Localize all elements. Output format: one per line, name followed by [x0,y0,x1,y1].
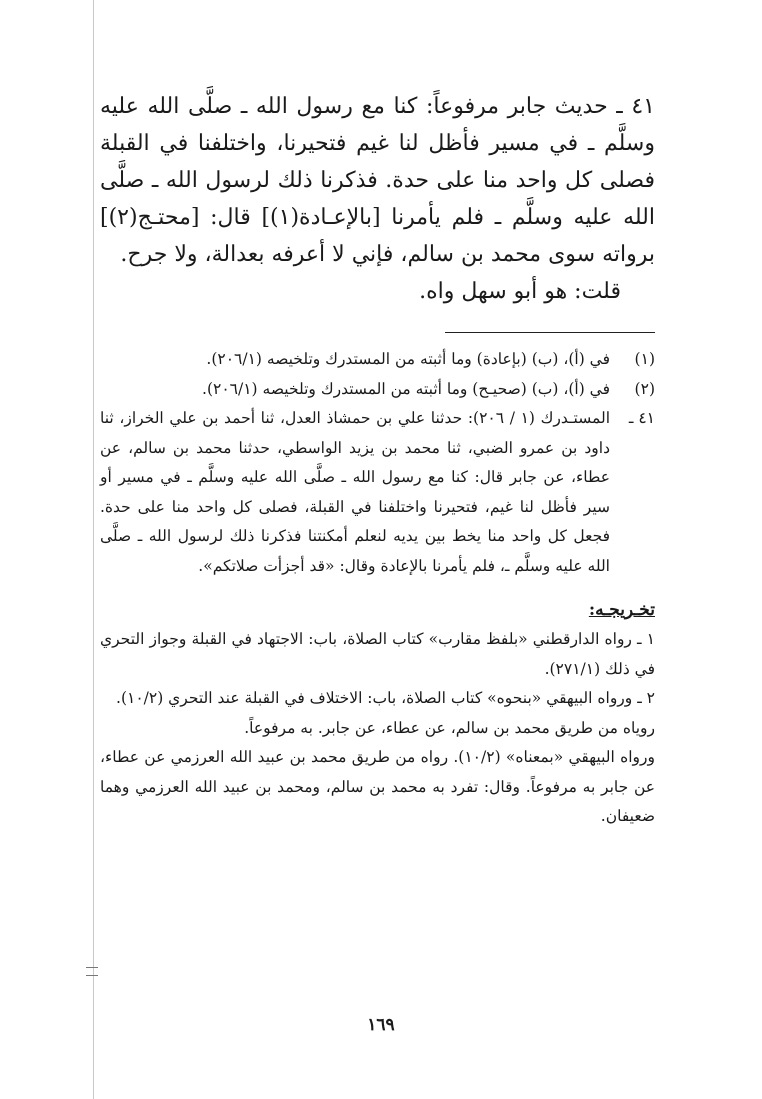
page-number: ١٦٩ [367,1015,395,1035]
footnote-separator [445,332,655,333]
footnote-item [100,375,655,405]
hadith-paragraph [100,88,655,273]
takhrij-paragraph: ٢ ـ ورواه البيهقي «بنحوه» كتاب الصلاة، باب: الاختلاف في القبلة عند التحري (١٠/٢). [116,689,655,707]
takhrij-paragraph: ١ ـ رواه الدارقطني «بلفظ مقارب» كتاب الصلاة، باب: الاجتهاد في القبلة وجواز التحري في ذلك (٢٧١/١). [100,630,655,678]
hadith-text: حديث جابر مرفوعاً: كنا مع رسول الله ـ صلَّى الله عليه وسلَّم ـ في مسير فأظل لنا غيم فتحيرنا، واختلفنا في القبلة فصلى كل واحد منا على حدة. فذكرنا ذلك لرسول الله ـ صلَّى الله عليه وسلَّم ـ فلم يأمرنا [بالإعـادة(١)] قال: [محتـج(٢)] برواته سوى محمد بن سالم، فإني لا أعرفه بعدالة، ولا جرح. [100,94,655,267]
takhrij-paragraph: روياه من طريق محمد بن سالم، عن عطاء، عن جابر. به مرفوعاً. [244,718,655,737]
margin-mark [86,967,98,976]
hadith-number: ٤١ ـ [616,94,655,119]
footnote-text: المستـدرك (١ / ٢٠٦): حدثنا علي بن حمشاذ العدل، ثنا أحمد بن علي الخراز، ثنا داود بن عمرو الضبي، ثنا محمد بن يزيد الواسطي، حدثنا محمد بن سالم، عن عطاء، عن جابر قال: كنا مع رسول الله ـ صلَّى الله عليه وسلَّم ـ في مسير أو سير فأظل لنا غيم، فتحيرنا واختلفنا في القبلة، فصلى كل واحد منا على حدة. فجعل كل واحد منا يخط بين يديه لنعلم أمكنتنا فذكرنا ذلك لرسول الله ـ صلَّى الله عليه وسلَّم ـ، فلم يأمرنا بالإعادة وقال: «قد أجزأت صلاتكم». [100,409,611,575]
hadith-block [100,88,655,310]
page-content [100,88,655,832]
footnote-item [100,345,655,375]
footnotes [100,345,655,832]
margin-line [93,0,94,1099]
footnote-number: ٤١ ـ [628,409,655,427]
footnote-text: في (أ)، (ب) (صحيـح) وما أثبته من المستدرك وتلخيصه (٢٠٦/١). [202,379,610,398]
footnote-number: (٢) [634,379,655,398]
hadith-comment: قلت: هو أبو سهل واه. [419,279,621,304]
footnote-item [100,404,655,581]
footnote-text: في (أ)، (ب) (بإعادة) وما أثبته من المستدرك وتلخيصه (٢٠٦/١). [206,350,610,368]
footnote-number: (١) [634,350,655,368]
takhrij-heading: تخـريجـه: [588,600,655,620]
takhrij-paragraph: ورواه البيهقي «بمعناه» (١٠/٢). رواه من طريق محمد بن عبيد الله العرزمي عن عطاء، عن جابر به مرفوعاً. وقال: تفرد به محمد بن سالم، ومحمد بن عبيد الله العرزمي وهما ضعيفان. [100,748,655,825]
